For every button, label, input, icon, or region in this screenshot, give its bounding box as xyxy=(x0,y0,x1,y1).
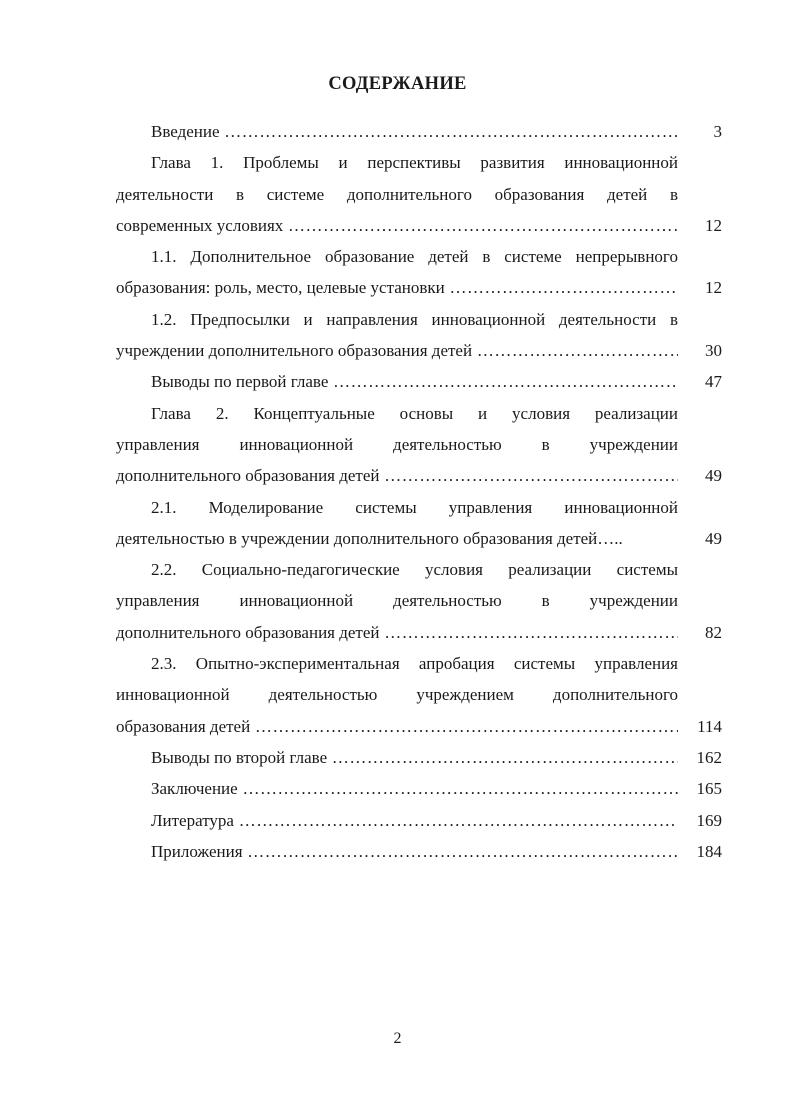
toc-entry-line: современных условиях ………………………………………………………………………………………………………………………………………… xyxy=(116,210,678,241)
toc-page-number: 82 xyxy=(705,622,722,642)
toc-entry-section-2-1[interactable] xyxy=(116,492,730,555)
toc-entry-line: дополнительного образования детей ………………………………………………………………………………………………………………………………………… xyxy=(116,617,678,648)
toc-entry-line: 1.1. Дополнительное образование детей в системе непрерывного xyxy=(151,247,678,267)
toc-entry-line: дополнительного образования детей ………………………………………………………………………………………………………………………………………… xyxy=(116,460,678,491)
toc-entry-line: Глава 2. Концептуальные основы и условия реализации xyxy=(151,403,678,423)
toc-entry-introduction[interactable] xyxy=(116,116,730,147)
toc-entry-line: управления инновационной деятельностью в учреждении xyxy=(116,591,678,611)
toc-page-number: 114 xyxy=(697,716,722,736)
toc-entry-line: учреждении дополнительного образования детей ………………………………………………………………………………………………………………………………………… xyxy=(116,335,678,366)
toc-entry-line: 2.1. Моделирование системы управления инновационной xyxy=(151,497,678,517)
toc-entry-line: образования: роль, место, целевые установки ………………………………………………………………………………………………………………………………………… xyxy=(116,272,678,303)
toc-entry-literature[interactable] xyxy=(116,805,730,836)
toc-entry-line: 1.2. Предпосылки и направления инновационной деятельности в xyxy=(151,309,678,329)
toc-page-number: 184 xyxy=(696,841,722,861)
toc-entry-label: Литература ………………………………………………………………………………………………………………………………………… xyxy=(151,805,678,836)
toc-entry-label: Выводы по второй главе ………………………………………………………………………………………………………………………………………… xyxy=(151,742,678,773)
toc-entry-section-1-2[interactable] xyxy=(116,304,730,367)
page-number: 2 xyxy=(393,1030,402,1047)
toc-entry-section-1-1[interactable] xyxy=(116,241,730,304)
toc-entry-label: Приложения ………………………………………………………………………………………………………………………………………… xyxy=(151,836,678,867)
toc-entry-line: образования детей ………………………………………………………………………………………………………………………………………… xyxy=(116,711,678,742)
toc-entry-chapter-2[interactable] xyxy=(116,398,730,492)
toc-entry-chapter-1-conclusions[interactable] xyxy=(116,366,730,397)
toc-entry-label: Введение ………………………………………………………………………………………………………………………………………… xyxy=(151,116,678,147)
toc-page-number: 3 xyxy=(713,122,722,141)
toc-entry-line: управления инновационной деятельностью в учреждении xyxy=(116,434,678,454)
table-of-contents xyxy=(116,116,730,867)
toc-page-number: 12 xyxy=(705,215,722,235)
toc-entry-appendix[interactable] xyxy=(116,836,730,867)
toc-entry-section-2-2[interactable] xyxy=(116,554,730,648)
toc-entry-line: 2.3. Опытно-экспериментальная апробация системы управления xyxy=(151,654,678,674)
toc-entry-line: инновационной деятельностью учреждением дополнительного xyxy=(116,685,678,705)
toc-page-number: 162 xyxy=(696,747,722,767)
toc-entry-label: Заключение ………………………………………………………………………………………………………………………………………… xyxy=(151,773,678,804)
toc-entry-conclusion[interactable] xyxy=(116,773,730,804)
toc-entry-line: деятельности в системе дополнительного образования детей в xyxy=(116,184,678,204)
toc-page-number: 30 xyxy=(705,341,722,361)
toc-entry-line: Глава 1. Проблемы и перспективы развития инновационной xyxy=(151,153,678,173)
page-title: СОДЕРЖАНИЕ xyxy=(328,74,467,94)
toc-page-number: 47 xyxy=(705,372,722,392)
toc-entry-label: Выводы по первой главе ………………………………………………………………………………………………………………………………………… xyxy=(151,366,678,397)
toc-entry-section-2-3[interactable] xyxy=(116,648,730,742)
toc-entry-line: 2.2. Социально-педагогические условия реализации системы xyxy=(151,560,678,580)
toc-entry-chapter-2-conclusions[interactable] xyxy=(116,742,730,773)
toc-entry-chapter-1[interactable] xyxy=(116,147,730,241)
toc-page-number: 169 xyxy=(696,810,722,830)
toc-entry-line: деятельностью в учреждении дополнительного образования детей….. xyxy=(116,528,623,548)
toc-page-number: 49 xyxy=(705,528,722,548)
toc-page-number: 49 xyxy=(705,466,722,486)
toc-page-number: 12 xyxy=(705,278,722,298)
toc-page-number: 165 xyxy=(696,779,722,799)
